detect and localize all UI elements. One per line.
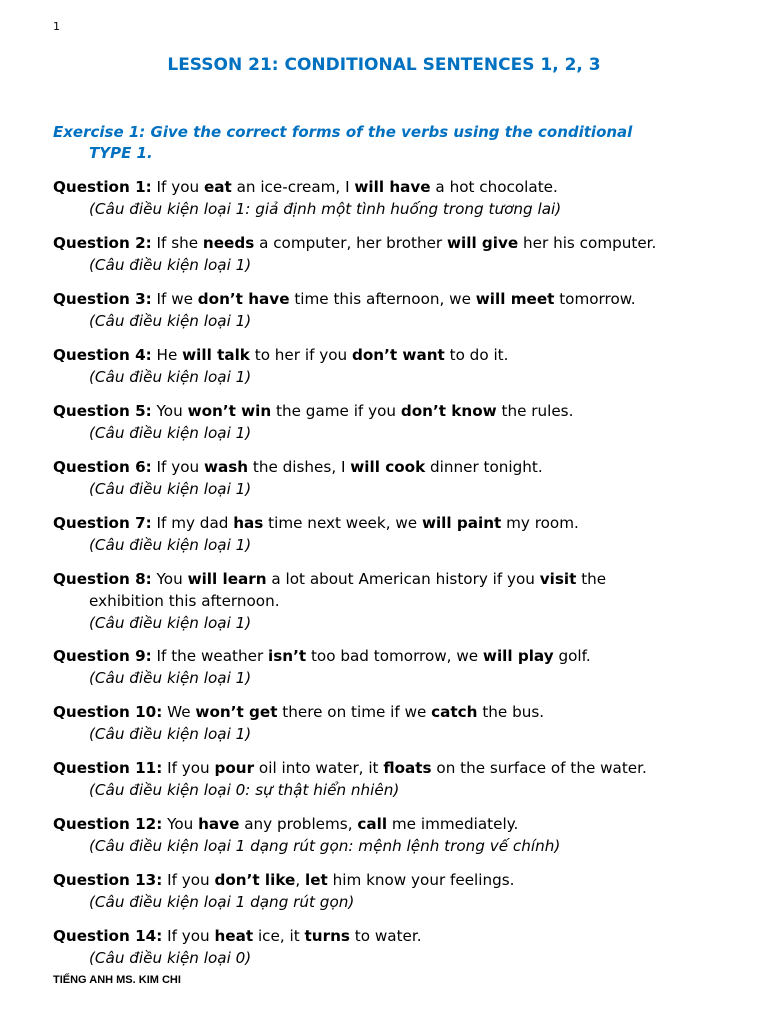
question-label: Question 8:: [53, 570, 152, 588]
question-line: [53, 813, 733, 835]
question-note: (Câu điều kiện loại 1): [89, 725, 252, 743]
verb-answer: needs: [202, 234, 255, 252]
question-text: a hot chocolate.: [430, 178, 558, 196]
page-footer: TIẾNG ANH MS. KIM CHI: [53, 974, 181, 986]
question-item: [53, 813, 733, 857]
question-note: (Câu điều kiện loại 1): [89, 614, 252, 632]
question-text: You: [151, 570, 188, 588]
question-label: Question 4:: [53, 346, 152, 364]
verb-answer: don’t want: [351, 346, 445, 364]
verb-answer: will paint: [421, 514, 502, 532]
question-line: [53, 757, 733, 779]
question-text: If you: [151, 178, 204, 196]
verb-answer: pour: [214, 759, 255, 777]
question-label: Question 13:: [53, 871, 163, 889]
question-text: If we: [151, 290, 198, 308]
question-text: ,: [295, 871, 305, 889]
verb-answer: floats: [383, 759, 432, 777]
question-label: Question 10:: [53, 703, 163, 721]
verb-answer: visit: [539, 570, 577, 588]
question-line: [53, 512, 733, 534]
question-note: (Câu điều kiện loại 1): [89, 312, 252, 330]
question-label: Question 6:: [53, 458, 152, 476]
question-text: You: [151, 402, 188, 420]
question-text: We: [162, 703, 196, 721]
question-label: Question 12:: [53, 815, 163, 833]
question-line: [53, 456, 733, 478]
exercise-instruction: [53, 122, 713, 164]
question-text: me immediately.: [387, 815, 519, 833]
question-text: If you: [162, 871, 215, 889]
question-text: dinner tonight.: [425, 458, 543, 476]
question-line: [53, 344, 733, 366]
question-line: [53, 590, 733, 612]
page-title: LESSON 21: CONDITIONAL SENTENCES 1, 2, 3: [167, 55, 601, 75]
question-label: Question 2:: [53, 234, 152, 252]
question-text: time this afternoon, we: [289, 290, 476, 308]
question-note: (Câu điều kiện loại 1: giả định một tình huống trong tương lai): [89, 200, 562, 218]
question-item: [53, 176, 733, 220]
verb-answer: don’t know: [400, 402, 497, 420]
question-note: (Câu điều kiện loại 1): [89, 256, 252, 274]
question-item: [53, 288, 733, 332]
question-text: to water.: [349, 927, 422, 945]
question-line: [53, 925, 733, 947]
question-line: [53, 288, 733, 310]
verb-answer: will talk: [182, 346, 250, 364]
verb-answer: won’t win: [187, 402, 272, 420]
question-text: to her if you: [249, 346, 352, 364]
question-line: [53, 869, 733, 891]
question-line: [53, 176, 733, 198]
question-item: [53, 512, 733, 556]
question-note: (Câu điều kiện loại 0: sự thật hiển nhiên): [89, 781, 400, 799]
question-text: If you: [151, 458, 204, 476]
question-text: If you: [162, 927, 215, 945]
question-item: [53, 645, 733, 689]
verb-answer: heat: [214, 927, 254, 945]
verb-answer: wash: [203, 458, 249, 476]
question-text: a lot about American history if you: [266, 570, 540, 588]
question-text: tomorrow.: [554, 290, 636, 308]
question-text: to do it.: [444, 346, 509, 364]
question-text: golf.: [553, 647, 591, 665]
question-label: Question 5:: [53, 402, 152, 420]
question-text: He: [151, 346, 183, 364]
verb-answer: will meet: [475, 290, 555, 308]
question-line: [53, 400, 733, 422]
question-text: ice, it: [253, 927, 305, 945]
question-label: Question 7:: [53, 514, 152, 532]
verb-answer: will give: [447, 234, 519, 252]
question-text: oil into water, it: [254, 759, 384, 777]
question-note: (Câu điều kiện loại 1): [89, 669, 252, 687]
question-line: [53, 568, 733, 590]
verb-answer: won’t get: [195, 703, 278, 721]
question-line: [53, 645, 733, 667]
question-note: (Câu điều kiện loại 1 dạng rút gọn: mệnh lệnh trong vế chính): [89, 837, 561, 855]
verb-answer: turns: [304, 927, 350, 945]
question-label: Question 3:: [53, 290, 152, 308]
question-note: (Câu điều kiện loại 1 dạng rút gọn): [89, 893, 355, 911]
verb-answer: isn’t: [268, 647, 307, 665]
question-text: on the surface of the water.: [431, 759, 647, 777]
question-note: (Câu điều kiện loại 0): [89, 949, 252, 967]
question-label: Question 1:: [53, 178, 152, 196]
verb-answer: will play: [482, 647, 554, 665]
verb-answer: call: [357, 815, 388, 833]
verb-answer: eat: [203, 178, 232, 196]
question-text: time next week, we: [263, 514, 422, 532]
question-text: You: [162, 815, 199, 833]
question-text: If my dad: [151, 514, 234, 532]
question-text: If the weather: [151, 647, 269, 665]
verb-answer: will cook: [350, 458, 426, 476]
verb-answer: don’t have: [197, 290, 290, 308]
question-note: (Câu điều kiện loại 1): [89, 480, 252, 498]
verb-answer: will learn: [187, 570, 267, 588]
question-text: an ice-cream, I: [231, 178, 355, 196]
question-text: him know your feelings.: [327, 871, 515, 889]
question-note: (Câu điều kiện loại 1): [89, 424, 252, 442]
question-text: her his computer.: [518, 234, 657, 252]
question-text: the game if you: [271, 402, 401, 420]
question-text: the rules.: [496, 402, 574, 420]
verb-answer: has: [233, 514, 264, 532]
verb-answer: catch: [431, 703, 478, 721]
question-text: If she: [151, 234, 203, 252]
question-text: the dishes, I: [248, 458, 351, 476]
question-line: [53, 701, 733, 723]
question-note: (Câu điều kiện loại 1): [89, 536, 252, 554]
question-text: exhibition this afternoon.: [89, 592, 280, 610]
question-text: If you: [162, 759, 215, 777]
question-item: [53, 869, 733, 913]
page-number: 1: [53, 20, 60, 33]
question-item: [53, 701, 733, 745]
verb-answer: let: [305, 871, 328, 889]
question-text: a computer, her brother: [254, 234, 447, 252]
question-label: Question 11:: [53, 759, 163, 777]
question-item: [53, 456, 733, 500]
question-label: Question 9:: [53, 647, 152, 665]
question-item: [53, 925, 733, 969]
question-item: [53, 344, 733, 388]
question-text: my room.: [501, 514, 579, 532]
exercise-instruction-line: TYPE 1.: [89, 144, 153, 162]
question-text: there on time if we: [277, 703, 432, 721]
question-item: [53, 232, 733, 276]
question-text: the: [576, 570, 607, 588]
question-label: Question 14:: [53, 927, 163, 945]
verb-answer: will have: [354, 178, 431, 196]
verb-answer: don’t like: [214, 871, 296, 889]
question-text: any problems,: [239, 815, 358, 833]
question-item: [53, 568, 733, 634]
question-item: [53, 757, 733, 801]
question-item: [53, 400, 733, 444]
question-line: [53, 232, 733, 254]
verb-answer: have: [198, 815, 240, 833]
question-text: too bad tomorrow, we: [306, 647, 483, 665]
exercise-instruction-line: Exercise 1: Give the correct forms of the verbs using the conditional: [53, 123, 633, 141]
question-note: (Câu điều kiện loại 1): [89, 368, 252, 386]
question-text: the bus.: [477, 703, 545, 721]
